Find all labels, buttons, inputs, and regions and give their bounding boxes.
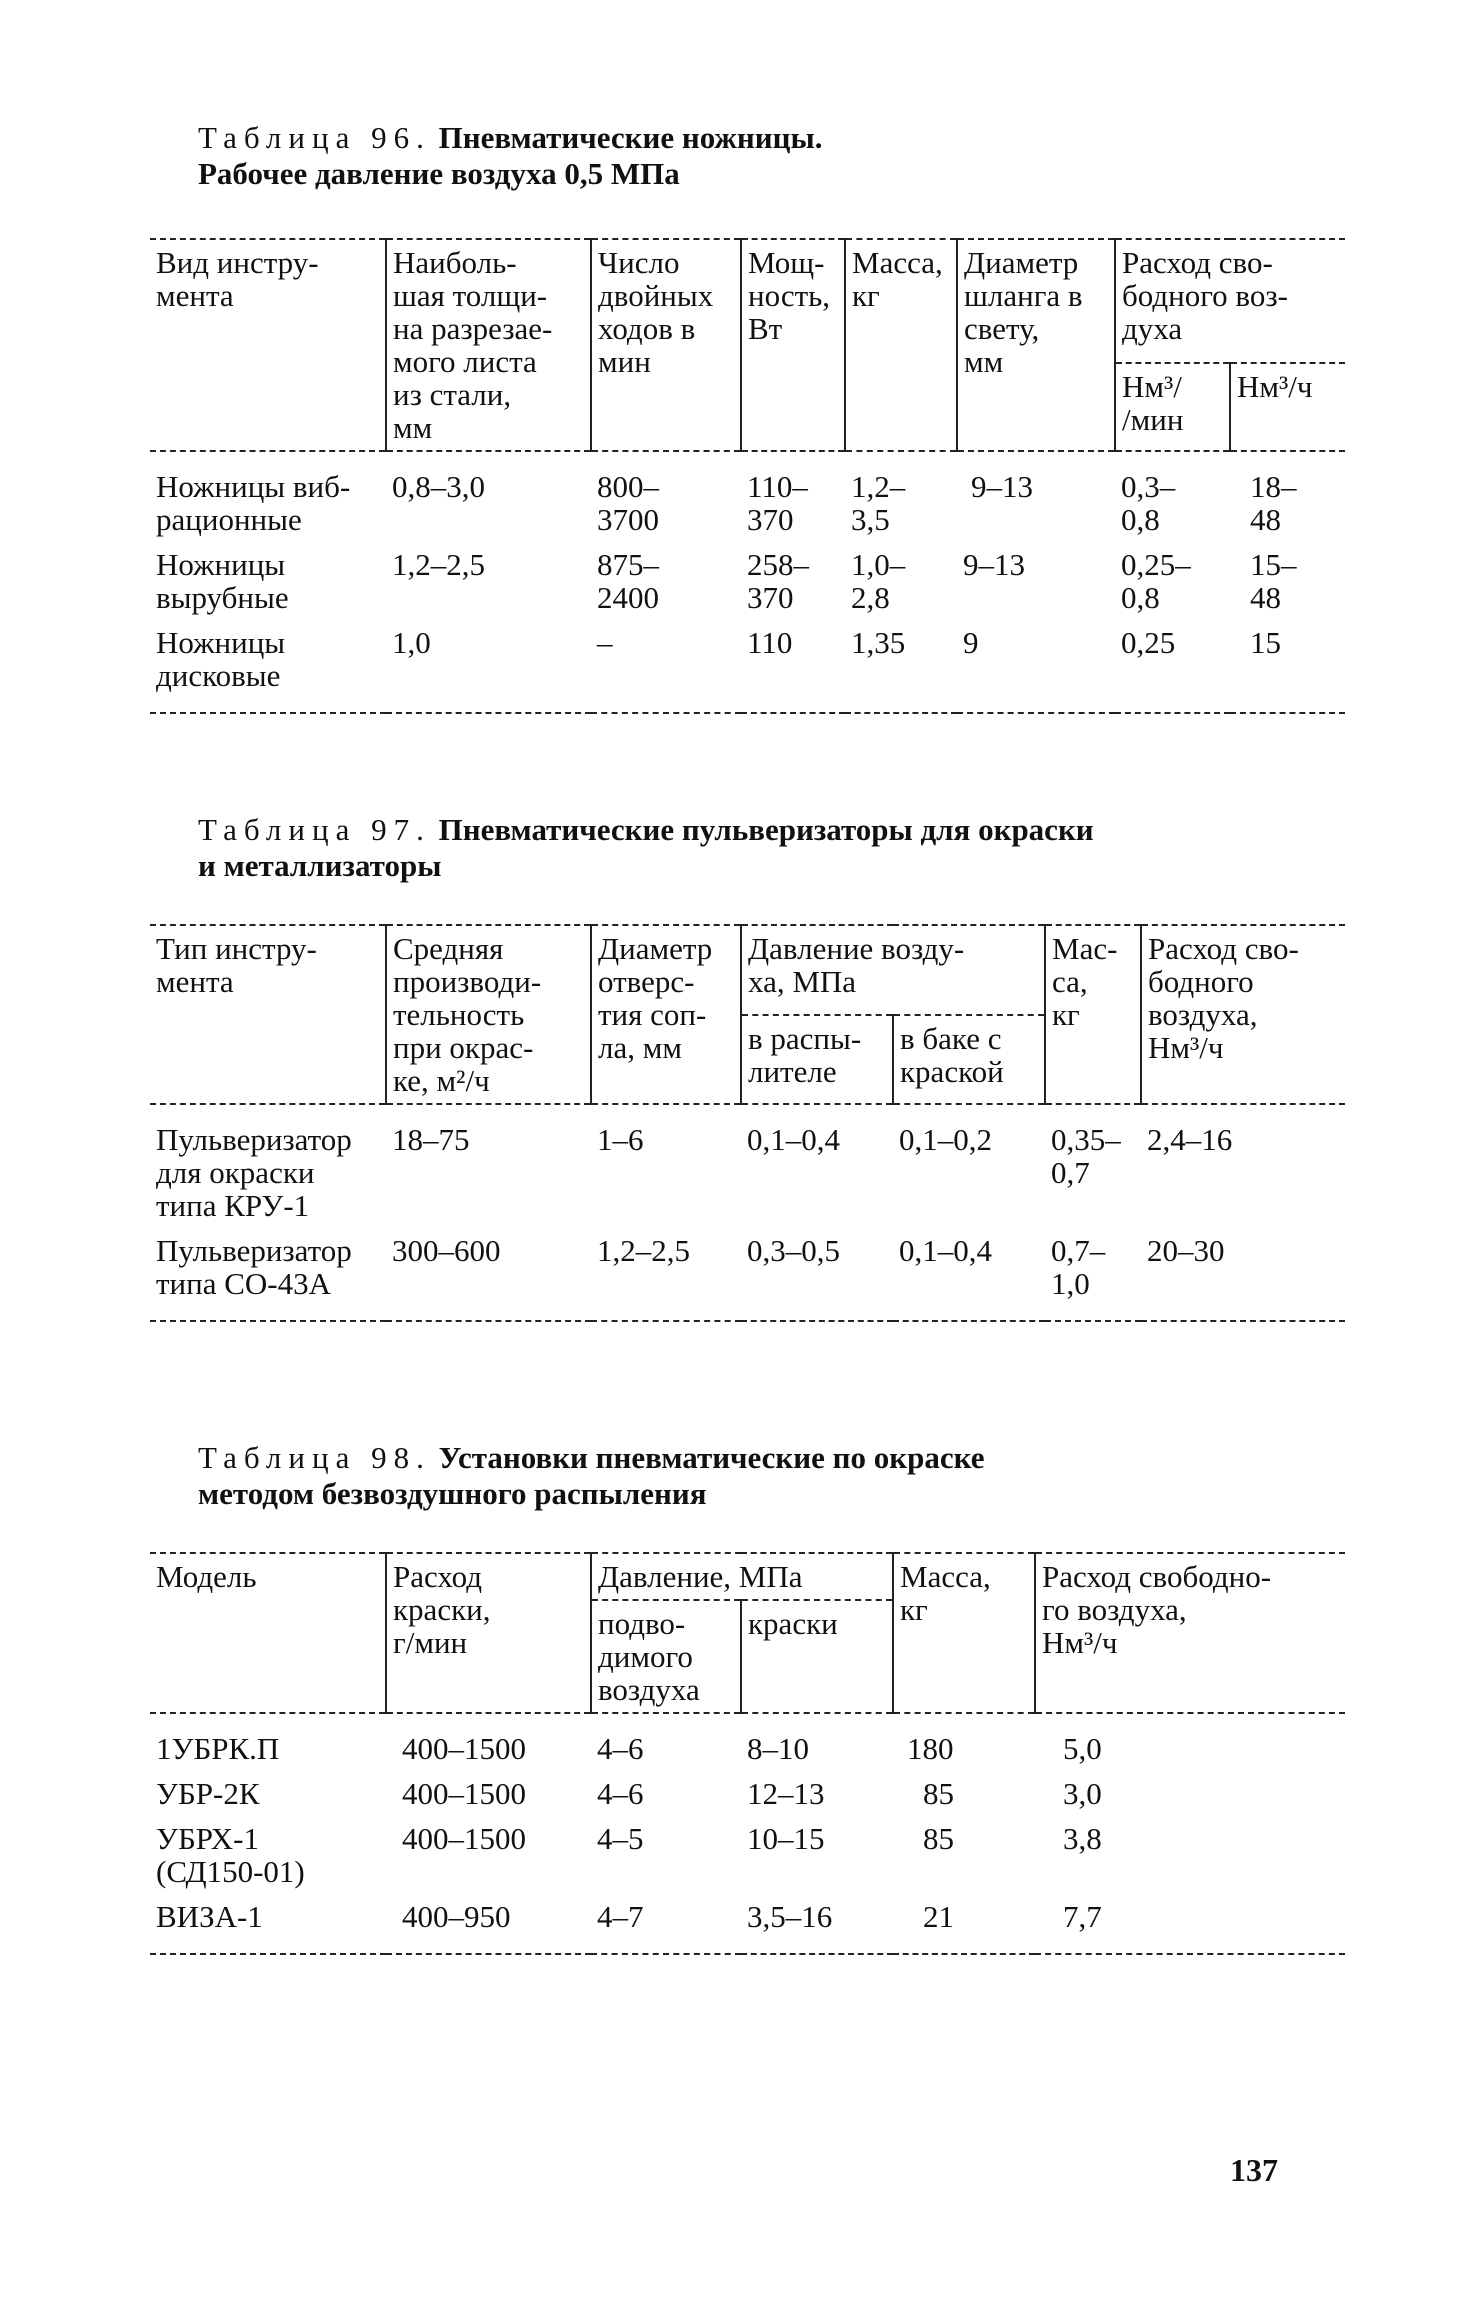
t96-cell-tool: Ножницы виб- рационные	[156, 469, 351, 537]
t96-cell-thickness: 1,2–2,5	[392, 547, 485, 582]
t97-header-productivity: Средняя производи- тельность при окрас- ке, м²/ч	[386, 925, 591, 1104]
t96-header-mass: Масса, кг	[845, 239, 957, 451]
t97-cell-productivity: 18–75	[392, 1122, 470, 1157]
t97-header-mass: Мас- са, кг	[1045, 925, 1141, 1104]
t97-cell-p-sprayer: 0,3–0,5	[741, 1228, 893, 1321]
t98-cell-air: 7,7	[1035, 1894, 1345, 1954]
t98-cell-model: 1УБРК.П	[156, 1731, 280, 1766]
t97-header-air: Расход сво- бодного воздуха, Нм³/ч	[1141, 925, 1345, 1104]
table-96	[150, 238, 1345, 714]
table-98	[150, 1552, 1345, 1955]
t96-cell-hose: 9–13	[971, 469, 1033, 504]
t96-cell-mass: 1,2– 3,5	[851, 469, 906, 537]
table-97-label: Таблица 97.	[198, 812, 431, 847]
t98-cell-paint: 400–1500	[402, 1731, 526, 1766]
t96-cell-thickness: 0,8–3,0	[392, 469, 485, 504]
t96-header-air-h: Нм³/ч	[1230, 363, 1345, 451]
t98-cell-paint: 400–1500	[402, 1776, 526, 1811]
t98-cell-mass: 21	[893, 1894, 1035, 1954]
t96-cell-mass: 1,35	[845, 620, 957, 713]
t96-cell-tool: Ножницы дисковые	[150, 620, 386, 713]
t97-cell-mass: 0,7– 1,0	[1045, 1228, 1141, 1321]
t96-cell-air-h: 15	[1230, 620, 1345, 713]
t96-header-strokes: Число двойных ходов в мин	[591, 239, 741, 451]
t96-cell-power: 110– 370	[747, 469, 808, 537]
t98-cell-p-air: 4–5	[597, 1821, 644, 1856]
t98-header-mass: Масса, кг	[893, 1553, 1035, 1713]
table-96-label: Таблица 96.	[198, 120, 431, 155]
table-row	[150, 620, 1345, 713]
t96-header-tool: Вид инстру- мента	[150, 239, 386, 451]
t97-cell-p-sprayer: 0,1–0,4	[747, 1122, 840, 1157]
t97-cell-air: 2,4–16	[1147, 1122, 1233, 1157]
t98-cell-air: 5,0	[1063, 1731, 1102, 1766]
t96-cell-strokes: 875– 2400	[597, 547, 659, 615]
table-97-title: Пневматические пульверизаторы для окраски	[438, 812, 1094, 847]
t98-cell-model: УБР-2К	[156, 1776, 260, 1811]
t96-header-thickness: Наиболь- шая толщи- на разрезае- мого листа из стали, мм	[386, 239, 591, 451]
t97-header-p-tank: в баке с краской	[893, 1015, 1045, 1105]
t96-cell-thickness: 1,0	[386, 620, 591, 713]
table-row	[150, 1713, 1345, 1771]
t98-cell-p-air: 4–6	[597, 1776, 644, 1811]
table-97	[150, 924, 1345, 1322]
t97-cell-tool: Пульверизатор типа СО-43А	[150, 1228, 386, 1321]
t97-cell-tool: Пульверизатор для окраски типа КРУ-1	[156, 1122, 352, 1223]
t98-header-air: Расход свободно- го воздуха, Нм³/ч	[1035, 1553, 1345, 1713]
t98-cell-p-paint: 8–10	[747, 1731, 809, 1766]
t98-cell-p-paint: 3,5–16	[741, 1894, 893, 1954]
t97-cell-mass: 0,35– 0,7	[1051, 1122, 1121, 1190]
table-row	[150, 1771, 1345, 1816]
table-96-subtitle: Рабочее давление воздуха 0,5 МПа	[198, 156, 680, 191]
t98-cell-p-paint: 10–15	[747, 1821, 825, 1856]
t96-cell-power: 110	[741, 620, 845, 713]
t98-cell-air: 3,8	[1063, 1821, 1102, 1856]
t98-header-paint: Расход краски, г/мин	[386, 1553, 591, 1713]
table-row	[150, 451, 1345, 542]
table-98-subtitle: методом безвоздушного распыления	[198, 1476, 707, 1511]
table-97-caption	[198, 812, 1345, 884]
t97-cell-productivity: 300–600	[386, 1228, 591, 1321]
t97-header-tool: Тип инстру- мента	[150, 925, 386, 1104]
t98-cell-mass: 180	[907, 1731, 954, 1766]
t97-header-pressure: Давление возду- ха, МПа	[741, 925, 1045, 1015]
table-97-subtitle: и металлизаторы	[198, 848, 442, 883]
page-number: 137	[1230, 2152, 1278, 2188]
table-96-caption	[198, 120, 1345, 192]
t97-cell-nozzle: 1,2–2,5	[591, 1228, 741, 1321]
t98-cell-air: 3,0	[1063, 1776, 1102, 1811]
t96-cell-tool: Ножницы вырубные	[156, 547, 289, 615]
t98-cell-p-air: 4–7	[591, 1894, 741, 1954]
t96-cell-air-min: 0,3– 0,8	[1121, 469, 1176, 537]
t98-cell-paint: 400–950	[386, 1894, 591, 1954]
t96-cell-power: 258– 370	[747, 547, 809, 615]
t96-header-air: Расход сво- бодного воз- духа	[1115, 239, 1345, 363]
t98-cell-p-paint: 12–13	[747, 1776, 825, 1811]
t98-header-p-air: подво- димого воздуха	[591, 1600, 741, 1713]
t98-cell-model: ВИЗА-1	[150, 1894, 386, 1954]
t98-header-p-paint: краски	[741, 1600, 893, 1713]
page	[150, 120, 1345, 1955]
t97-cell-p-tank: 0,1–0,2	[899, 1122, 992, 1157]
t98-cell-mass: 85	[923, 1821, 954, 1856]
t97-cell-p-tank: 0,1–0,4	[893, 1228, 1045, 1321]
t96-cell-strokes: –	[591, 620, 741, 713]
t96-cell-strokes: 800– 3700	[597, 469, 659, 537]
t96-cell-air-h: 18– 48	[1250, 469, 1297, 537]
t98-cell-p-air: 4–6	[597, 1731, 644, 1766]
t96-cell-hose: 9	[957, 620, 1115, 713]
t96-header-hose: Диаметр шланга в свету, мм	[957, 239, 1115, 451]
t96-header-power: Мощ- ность, Вт	[741, 239, 845, 451]
t98-cell-paint: 400–1500	[402, 1821, 526, 1856]
t96-cell-hose: 9–13	[963, 547, 1025, 582]
table-row	[150, 1894, 1345, 1954]
t98-header-pressure: Давление, МПа	[591, 1553, 893, 1600]
t97-header-nozzle: Диаметр отверс- тия соп- ла, мм	[591, 925, 741, 1104]
t97-cell-air: 20–30	[1141, 1228, 1345, 1321]
table-row	[150, 542, 1345, 620]
table-98-title: Установки пневматические по окраске	[438, 1440, 985, 1475]
t98-cell-model: УБРХ-1 (СД150-01)	[156, 1821, 305, 1889]
t96-cell-air-h: 15– 48	[1250, 547, 1297, 615]
table-96-title: Пневматические ножницы.	[438, 120, 823, 155]
t96-cell-air-min: 0,25	[1115, 620, 1230, 713]
table-row	[150, 1104, 1345, 1228]
table-98-label: Таблица 98.	[198, 1440, 431, 1475]
t96-header-air-min: Нм³/ /мин	[1115, 363, 1230, 451]
table-98-caption	[198, 1440, 1345, 1512]
t97-cell-nozzle: 1–6	[597, 1122, 644, 1157]
t96-cell-air-min: 0,25– 0,8	[1121, 547, 1191, 615]
t96-cell-mass: 1,0– 2,8	[851, 547, 906, 615]
t97-header-p-sprayer: в распы- лителе	[741, 1015, 893, 1105]
t98-cell-mass: 85	[923, 1776, 954, 1811]
t98-header-model: Модель	[150, 1553, 386, 1713]
table-row	[150, 1816, 1345, 1894]
table-row	[150, 1228, 1345, 1321]
